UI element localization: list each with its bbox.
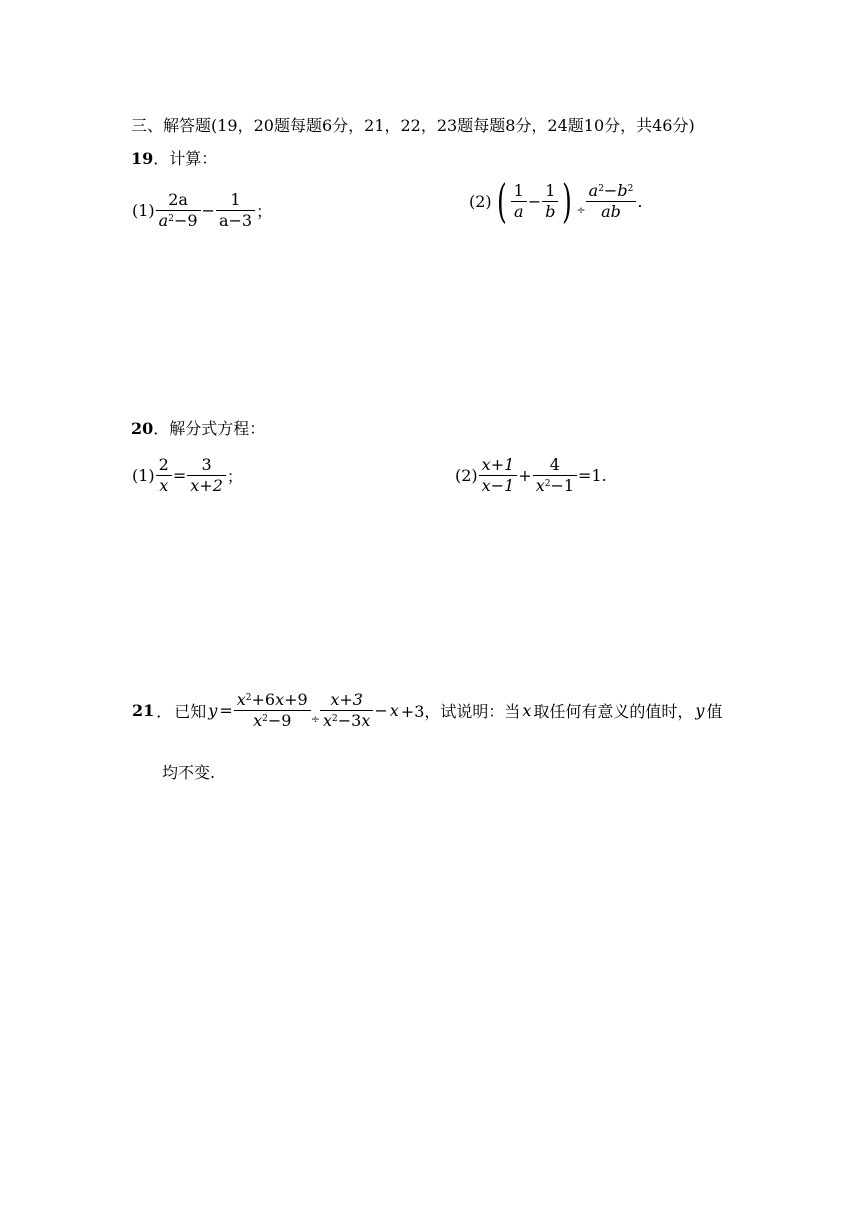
fraction: $\frac{x+1}{x-1}$ [479, 455, 518, 496]
question-20-part-1: (1) $\frac{2}{x}$ = $\frac{3}{x+2}$ ； [132, 455, 243, 495]
question-number: 19 [131, 149, 154, 168]
question-21-line-2: 均不变. [162, 763, 216, 782]
fraction: $\frac{3}{x+2}$ [187, 455, 226, 496]
fraction: $\frac{x+3}{x^2-3x}$ [320, 690, 373, 731]
fraction: $\frac{x^2+6x+9}{x^2-9}$ [234, 690, 311, 731]
question-21-line-1: 21 ． 已知 y = $\frac{x^2+6x+9}{x^2-9}$ ÷ $\frac{x+3}{x^2-3x}$ − x +3，试说明：当 x 取任何有意义的值时， y 值 [132, 690, 723, 730]
fraction: $\frac{4}{x^2-1}$ [533, 455, 577, 496]
fraction: $\frac{1}{b}$ [542, 181, 558, 222]
fraction: $\frac{1}{a}$ [511, 181, 527, 222]
question-number: 20 [131, 419, 154, 438]
fraction: $\frac{2a}{a^2-9}$ [156, 190, 201, 231]
right-paren: ) [562, 174, 573, 228]
fraction: $\frac{2}{x}$ [156, 455, 172, 496]
question-number: 21 [132, 701, 155, 720]
question-20-part-2: (2) $\frac{x+1}{x-1}$ + $\frac{4}{x^2-1}$ =1. [455, 455, 607, 495]
fraction: $\frac{a^2-b^2}{ab}$ [586, 181, 637, 222]
question-19-part-2: (2) ( $\frac{1}{a}$ − $\frac{1}{b}$ ) ÷ $\frac{a^2-b^2}{ab}$ . [469, 174, 643, 228]
left-paren: ( [496, 174, 507, 228]
question-20-title: 20．解分式方程： [131, 419, 266, 438]
question-19-title: 19．计算： [131, 149, 218, 168]
section-header: 三、解答题(19，20题每题6分，21，22，23题每题8分，24题10分，共46分) [131, 116, 695, 135]
fraction: $\frac{1}{a-3}$ [216, 190, 255, 231]
question-19-part-1: (1) $\frac{2a}{a^2-9}$ − $\frac{1}{a-3}$ ； [132, 190, 273, 230]
